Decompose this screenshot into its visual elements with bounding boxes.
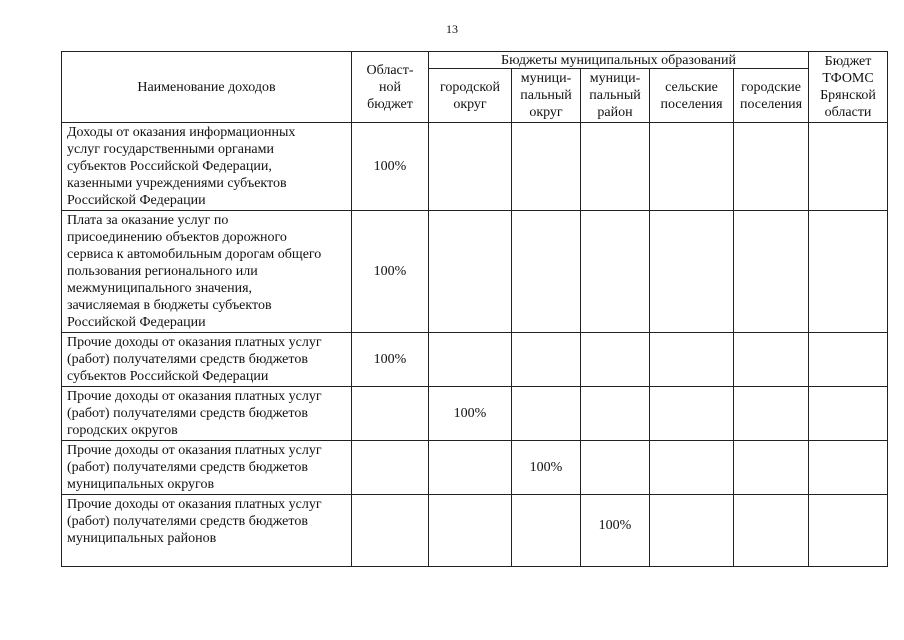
income-name-line: (работ) получателями средств бюджетов bbox=[67, 460, 308, 475]
table-row bbox=[62, 495, 888, 567]
income-name-cell bbox=[62, 123, 352, 211]
share-municipal-district-cell bbox=[512, 333, 581, 387]
income-name-line: сервиса к автомобильным дорогам общего bbox=[67, 247, 322, 262]
income-name-line: Прочие доходы от оказания платных услуг bbox=[67, 443, 322, 458]
table-row bbox=[62, 123, 888, 211]
share-rural-settlements-cell bbox=[650, 333, 734, 387]
share-municipal-district-cell bbox=[512, 123, 581, 211]
share-urban-district-cell bbox=[429, 495, 512, 567]
income-name-line: (работ) получателями средств бюджетов bbox=[67, 406, 308, 421]
share-urban-district-cell: 100% bbox=[429, 387, 512, 441]
income-name-line: зачисляемая в бюджеты субъектов bbox=[67, 298, 272, 313]
share-rural-settlements-cell bbox=[650, 123, 734, 211]
income-name-line: присоединению объектов дорожного bbox=[67, 230, 287, 245]
share-regional-budget-cell bbox=[352, 387, 429, 441]
income-name-line: субъектов Российской Федерации bbox=[67, 369, 269, 384]
income-name-line: Российской Федерации bbox=[67, 315, 206, 330]
income-name-cell bbox=[62, 211, 352, 333]
share-urban-district-cell bbox=[429, 333, 512, 387]
share-municipal-district-cell bbox=[512, 211, 581, 333]
table-row bbox=[62, 211, 888, 333]
income-name-line: Прочие доходы от оказания платных услуг bbox=[67, 335, 322, 350]
share-tfoms-budget-cell bbox=[809, 441, 888, 495]
table-row bbox=[62, 333, 888, 387]
income-name-cell bbox=[62, 387, 352, 441]
share-tfoms-budget-cell bbox=[809, 387, 888, 441]
income-name-line: субъектов Российской Федерации, bbox=[67, 159, 272, 174]
share-municipal-region-cell bbox=[581, 387, 650, 441]
share-urban-settlements-cell bbox=[734, 441, 809, 495]
share-regional-budget-cell: 100% bbox=[352, 123, 429, 211]
share-tfoms-budget-cell bbox=[809, 123, 888, 211]
share-municipal-district-cell bbox=[512, 387, 581, 441]
share-tfoms-budget-cell bbox=[809, 333, 888, 387]
share-rural-settlements-cell bbox=[650, 495, 734, 567]
share-tfoms-budget-cell bbox=[809, 211, 888, 333]
table-row bbox=[62, 387, 888, 441]
share-urban-settlements-cell bbox=[734, 123, 809, 211]
header-municipal-group: Бюджеты муниципальных образований bbox=[429, 52, 809, 69]
page-number: 13 bbox=[446, 22, 458, 36]
share-urban-settlements-cell bbox=[734, 495, 809, 567]
header-regional-budget: Област- ной бюджет bbox=[352, 52, 429, 123]
income-name-line: Плата за оказание услуг по bbox=[67, 213, 229, 228]
income-name-line: Прочие доходы от оказания платных услуг bbox=[67, 497, 322, 512]
header-municipal-region: муници- пальный район bbox=[581, 69, 650, 123]
share-tfoms-budget-cell bbox=[809, 495, 888, 567]
income-name-line: (работ) получателями средств бюджетов bbox=[67, 514, 308, 529]
share-urban-settlements-cell bbox=[734, 387, 809, 441]
income-name-line: Доходы от оказания информационных bbox=[67, 125, 296, 140]
share-urban-district-cell bbox=[429, 123, 512, 211]
share-municipal-region-cell bbox=[581, 333, 650, 387]
share-urban-district-cell bbox=[429, 441, 512, 495]
header-tfoms-budget: Бюджет ТФОМС Брянской области bbox=[809, 52, 888, 123]
income-name-cell bbox=[62, 441, 352, 495]
share-regional-budget-cell bbox=[352, 495, 429, 567]
header-urban-settlements: городские поселения bbox=[734, 69, 809, 123]
share-urban-settlements-cell bbox=[734, 333, 809, 387]
income-name-line: муниципальных округов bbox=[67, 477, 215, 492]
share-rural-settlements-cell bbox=[650, 441, 734, 495]
header-municipal-district: муници- пальный округ bbox=[512, 69, 581, 123]
share-municipal-district-cell: 100% bbox=[512, 441, 581, 495]
income-name-line: (работ) получателями средств бюджетов bbox=[67, 352, 308, 367]
revenue-distribution-table bbox=[61, 51, 888, 567]
income-name-line: Прочие доходы от оказания платных услуг bbox=[67, 389, 322, 404]
share-rural-settlements-cell bbox=[650, 211, 734, 333]
header-income-name: Наименование доходов bbox=[62, 52, 352, 123]
share-municipal-district-cell bbox=[512, 495, 581, 567]
share-urban-district-cell bbox=[429, 211, 512, 333]
income-name-line: городских округов bbox=[67, 423, 178, 438]
income-name-cell bbox=[62, 495, 352, 567]
share-municipal-region-cell bbox=[581, 123, 650, 211]
header-urban-district: городской округ bbox=[429, 69, 512, 123]
income-name-line: межмуниципального значения, bbox=[67, 281, 253, 296]
income-name-line: муниципальных районов bbox=[67, 531, 217, 546]
income-name-line: Российской Федерации bbox=[67, 193, 206, 208]
income-name-cell bbox=[62, 333, 352, 387]
share-rural-settlements-cell bbox=[650, 387, 734, 441]
table-row bbox=[62, 441, 888, 495]
income-name-line: пользования регионального или bbox=[67, 264, 258, 279]
share-regional-budget-cell bbox=[352, 441, 429, 495]
share-municipal-region-cell bbox=[581, 441, 650, 495]
income-name-line: казенными учреждениями субъектов bbox=[67, 176, 287, 191]
header-rural-settlements: сельские поселения bbox=[650, 69, 734, 123]
share-urban-settlements-cell bbox=[734, 211, 809, 333]
share-municipal-region-cell: 100% bbox=[581, 495, 650, 567]
share-municipal-region-cell bbox=[581, 211, 650, 333]
share-regional-budget-cell: 100% bbox=[352, 211, 429, 333]
share-regional-budget-cell: 100% bbox=[352, 333, 429, 387]
income-name-line: услуг государственными органами bbox=[67, 142, 274, 157]
